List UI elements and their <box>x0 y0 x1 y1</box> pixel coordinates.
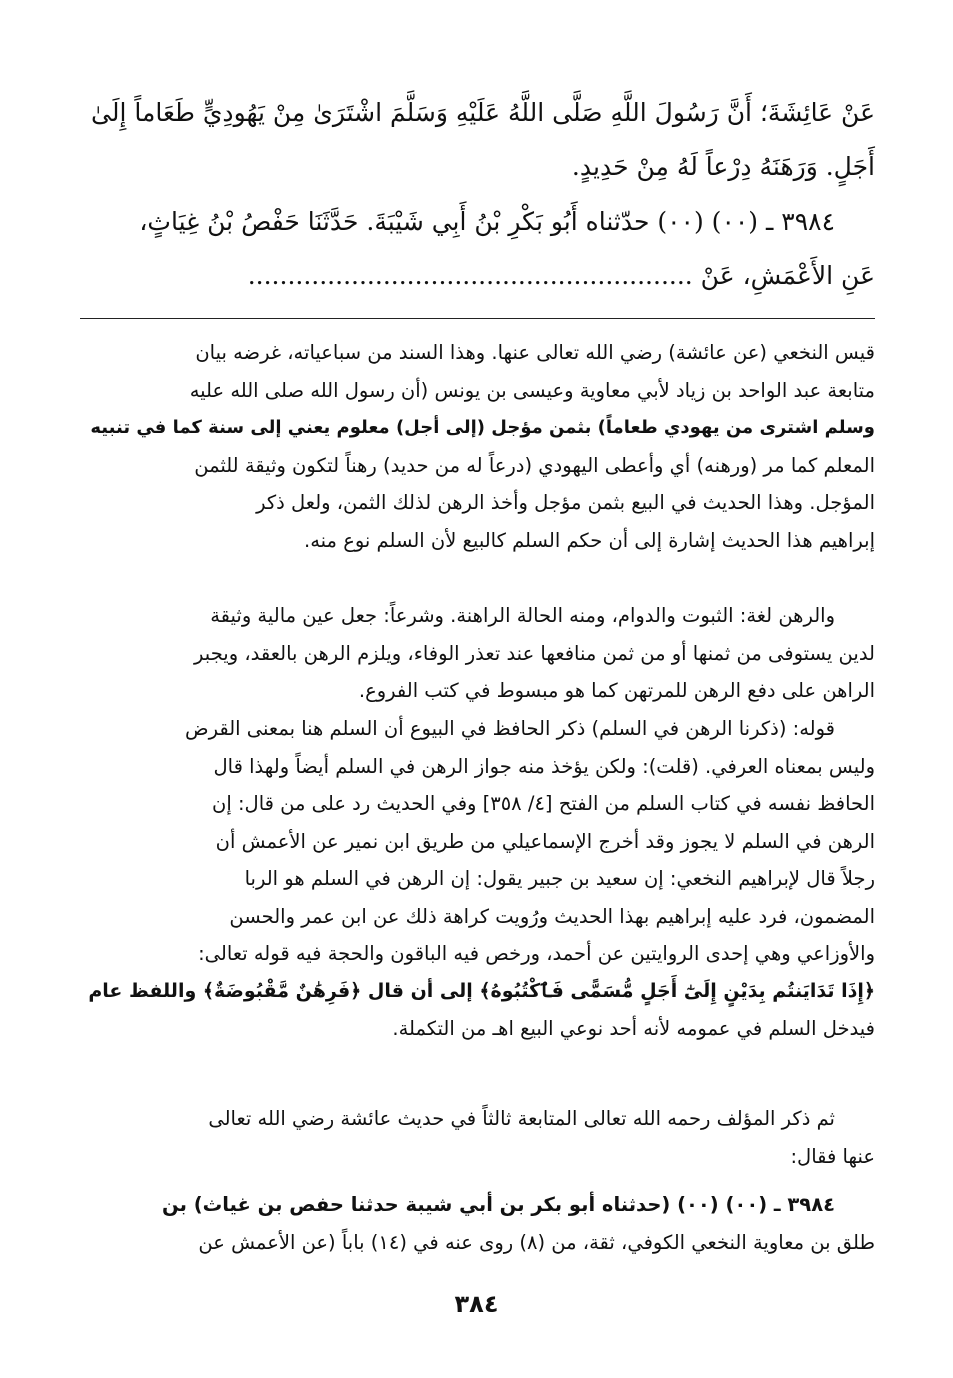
commentary-line: فيدخل السلم في عمومه لأنه أحد نوعي البيع اهـ من التكملة. <box>392 1017 875 1040</box>
hadith-chain-block <box>80 195 875 303</box>
commentary-paragraph <box>80 710 875 1048</box>
commentary-line: متابعة عبد الواحد بن زياد لأبي معاوية وعيسى بن يونس (أن رسول الله صلى الله عليه <box>189 378 875 402</box>
commentary-line: المعلم كما مر (ورهنه) أي وأعطى اليهودي (درعاً له من حديد) رهناً لتكون وثيقة للثمن <box>194 453 875 477</box>
commentary-line: لدين يستوفى من ثمنها أو من ثمن منافعها عند تعذر الوفاء، ويلزم الرهن بالعقد، ويجبر <box>194 641 875 665</box>
commentary-line: إبراهيم هذا الحديث إشارة إلى أن حكم السلم كالبيع لأن السلم نوع منه. <box>304 528 875 552</box>
footnote-divider <box>80 318 875 319</box>
commentary-paragraph <box>80 334 875 559</box>
commentary-line: قوله: (ذكرنا الرهن في السلم) ذكر الحافظ في البيوع أن السلم هنا بمعنى القرض <box>185 717 835 740</box>
commentary-line: ٣٩٨٤ ـ (٠٠) (٠٠) (حدثناه أبو بكر بن أبي شيبة حدثنا حفص بن غياث) بن <box>162 1193 835 1216</box>
quran-quote-line: ﴿إِذَا تَدَايَنتُم بِدَيْنٍ إِلَىٰٓ أَجَلٍ مُّسَمًّى فَٱكْتُبُوهُ﴾ إلى أن قال ﴿فَرِهَٰنٌ مَّقْبُوضَةٌ﴾ واللفظ عام <box>88 979 875 1002</box>
commentary-line: الراهن على دفع الرهن للمرتهن كما هو مبسوط في كتب الفروع. <box>358 679 875 702</box>
hadith-line: عَنِ الأَعْمَشِ، عَنْ ........................................................ <box>247 261 875 290</box>
hadith-text-block <box>80 86 875 194</box>
commentary-line: طلق بن معاوية النخعي الكوفي، ثقة، من (٨) روى عنه في (١٤) باباً (عن الأعمش عن <box>198 1230 875 1254</box>
commentary-line: وسلم اشترى من يهودي طعاماً) بثمن مؤجل (إلى أجل) معلوم يعني إلى سنة كما في تنبيه <box>90 417 875 438</box>
hadith-line: عَنْ عَائِشَةَ؛ أَنَّ رَسُولَ اللَّهِ صَلَّى اللَّهُ عَلَيْهِ وَسَلَّمَ اشْتَرَىٰ مِنْ يَهُودِيٍّ طَعَاماً إِلَىٰ <box>90 98 875 127</box>
commentary-line: الرهن في السلم لا يجوز وقد أخرج الإسماعيلي من طريق ابن نمير عن الأعمش أن <box>215 829 875 853</box>
commentary-line: وليس بمعناه العرفي. (قلت): ولكن يؤخذ منه جواز الرهن في السلم أيضاً ولهذا قال <box>213 754 875 778</box>
commentary-paragraph <box>80 1100 875 1175</box>
commentary-line: ثم ذكر المؤلف رحمه الله تعالى المتابعة ثالثاً في حديث عائشة رضي الله تعالى <box>208 1107 835 1130</box>
page-number: ٣٨٤ <box>454 1290 499 1318</box>
commentary-paragraph <box>80 1186 875 1261</box>
commentary-line: والأوزاعي وهي إحدى الروايتين عن أحمد، ورخص فيه الباقون والحجة فيه قوله تعالى: <box>198 942 875 965</box>
commentary-line: رجلاً قال لإبراهيم النخعي: إن سعيد بن جبير يقول: إن الرهن في السلم هو الربا <box>244 867 875 890</box>
commentary-line: قيس النخعي (عن عائشة) رضي الله تعالى عنها. وهذا السند من سباعياته، غرضه بيان <box>195 341 875 364</box>
hadith-line: ٣٩٨٤ ـ (٠٠) (٠٠) حدّثناه أَبُو بَكْرِ بْنُ أَبِي شَيْبَةَ. حَدَّثَنَا حَفْصُ بْنُ غِيَاثٍ، <box>139 207 835 236</box>
commentary-line: عنها فقال: <box>790 1144 875 1168</box>
commentary-line: والرهن لغة: الثبوت والدوام، ومنه الحالة الراهنة. وشرعاً: جعل عين مالية وثيقة <box>210 604 835 627</box>
commentary-line: المؤجل. وهذا الحديث في البيع بثمن مؤجل وأخذ الرهن لذلك الثمن، ولعل ذكر <box>256 491 875 514</box>
hadith-line: أَجَلٍ. وَرَهَنَهُ دِرْعاً لَهُ مِنْ حَدِيدٍ. <box>571 152 875 181</box>
commentary-line: المضمون، فرد عليه إبراهيم بهذا الحديث ورُويت كراهة ذلك عن ابن عمر والحسن <box>229 904 875 928</box>
commentary-line: الحافظ نفسه في كتاب السلم من الفتح [٤/ ٣٥٨] وفي الحديث رد على من قال: إن <box>212 792 875 815</box>
commentary-paragraph <box>80 597 875 710</box>
